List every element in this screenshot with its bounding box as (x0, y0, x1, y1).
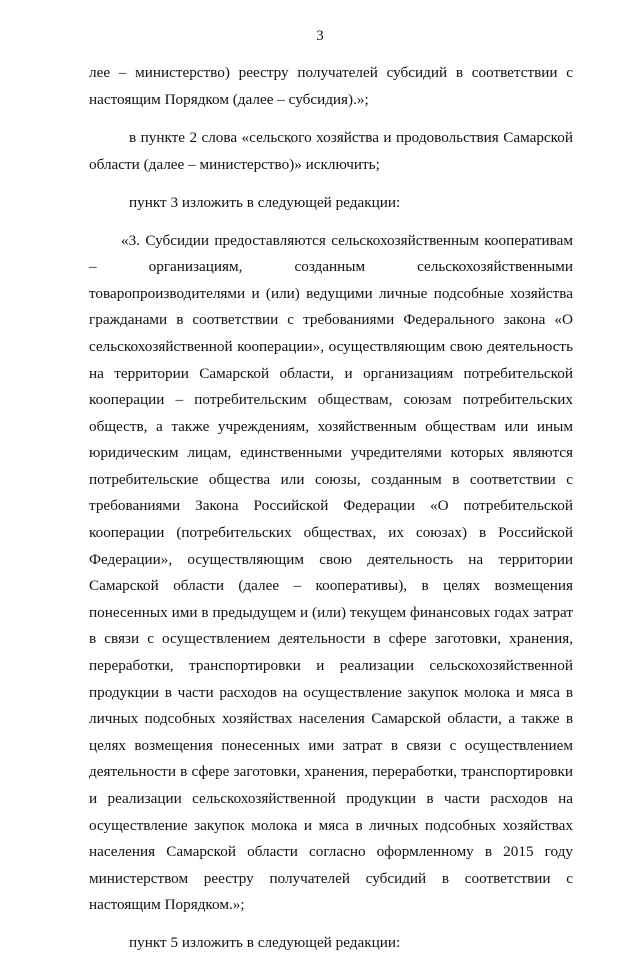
paragraph-item-2-amendment: в пункте 2 слова «сельского хозяйства и продовольствия Самарской области (далее – министерство)» исключить; (89, 128, 573, 173)
paragraph-item-3-text: «3. Субсидии предоставляются сельскохозяйственным кооперативам – организациям, созданным сельскохозяйственными товаропроизводителями и (или) ведущими личные подсобные хозяйства гражданами в соответствии с требованиями Федерального закона «О сельскохозяйственной кооперации», осуществляющим свою деятельность на территории Самарской области, и организациям потребительской кооперации – потребительским обществам, союзам потребительских обществ, а также учреждениям, хозяйственным обществам или иным юридическим лицам, единственными учредителями которых являются потребительские общества или союзы, созданным в соответствии с требованиями Закона Российской Федерации «О потребительской кооперации (потребительских обществах, их союзах) в Российской Федерации», осуществляющим свою деятельность на территории Самарской области (далее – кооперативы), в целях возмещения понесенных ими в предыдущем и (или) текущем финансовых годах затрат в связи с осуществлением деятельности в сфере заготовки, хранения, переработки, транспортировки и реализации сельскохозяйственной продукции в части расходов на осуществление закупок молока и мяса в личных подсобных хозяйствах населения Самарской области, а также в целях возмещения понесенных ими затрат в связи с осуществлением деятельности в сфере заготовки, хранения, переработки, транспортировки и реализации сельскохозяйственной продукции в части расходов на осуществление закупок молока и мяса в личных подсобных хозяйствах населения Самарской области согласно оформленному в 2015 году министерством реестру получателей субсидий в соответствии с настоящим Порядком.»; (89, 231, 573, 914)
paragraph-item-3-intro: пункт 3 изложить в следующей редакции: (129, 193, 401, 211)
page-number: 3 (316, 28, 324, 44)
paragraph-item-5-intro: пункт 5 изложить в следующей редакции: (129, 933, 401, 951)
paragraph-continuation: лее – министерство) реестру получателей субсидий в соответствии с настоящим Порядком (далее – субсидия).»; (89, 64, 573, 108)
document-body (89, 60, 573, 957)
